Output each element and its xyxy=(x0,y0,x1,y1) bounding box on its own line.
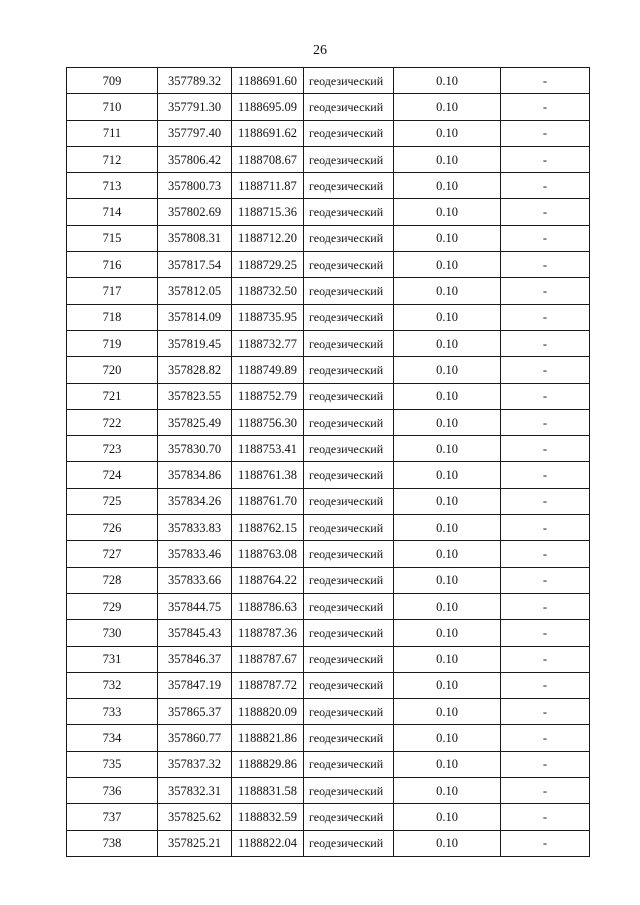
method-cell: геодезический xyxy=(304,68,394,94)
note-cell: - xyxy=(501,304,590,330)
x-coordinate-cell: 357800.73 xyxy=(158,173,232,199)
point-number-cell: 733 xyxy=(67,699,158,725)
method-cell: геодезический xyxy=(304,278,394,304)
x-coordinate-cell: 357828.82 xyxy=(158,357,232,383)
note-cell: - xyxy=(501,699,590,725)
table-body xyxy=(67,68,590,857)
method-cell: геодезический xyxy=(304,672,394,698)
accuracy-cell: 0.10 xyxy=(394,541,501,567)
y-coordinate-cell: 1188787.72 xyxy=(232,672,304,698)
y-coordinate-cell: 1188831.58 xyxy=(232,778,304,804)
note-cell: - xyxy=(501,383,590,409)
x-coordinate-cell: 357834.86 xyxy=(158,462,232,488)
method-cell: геодезический xyxy=(304,409,394,435)
x-coordinate-cell: 357834.26 xyxy=(158,488,232,514)
accuracy-cell: 0.10 xyxy=(394,252,501,278)
point-number-cell: 723 xyxy=(67,436,158,462)
point-number-cell: 717 xyxy=(67,278,158,304)
table-row xyxy=(67,173,590,199)
point-number-cell: 726 xyxy=(67,515,158,541)
x-coordinate-cell: 357830.70 xyxy=(158,436,232,462)
method-cell: геодезический xyxy=(304,304,394,330)
x-coordinate-cell: 357833.46 xyxy=(158,541,232,567)
method-cell: геодезический xyxy=(304,225,394,251)
accuracy-cell: 0.10 xyxy=(394,646,501,672)
method-cell: геодезический xyxy=(304,515,394,541)
note-cell: - xyxy=(501,541,590,567)
note-cell: - xyxy=(501,804,590,830)
method-cell: геодезический xyxy=(304,830,394,856)
y-coordinate-cell: 1188786.63 xyxy=(232,593,304,619)
note-cell: - xyxy=(501,725,590,751)
y-coordinate-cell: 1188764.22 xyxy=(232,567,304,593)
point-number-cell: 737 xyxy=(67,804,158,830)
table-row xyxy=(67,383,590,409)
method-cell: геодезический xyxy=(304,436,394,462)
note-cell: - xyxy=(501,620,590,646)
accuracy-cell: 0.10 xyxy=(394,725,501,751)
method-cell: геодезический xyxy=(304,383,394,409)
accuracy-cell: 0.10 xyxy=(394,330,501,356)
table-row xyxy=(67,462,590,488)
point-number-cell: 729 xyxy=(67,593,158,619)
accuracy-cell: 0.10 xyxy=(394,488,501,514)
point-number-cell: 722 xyxy=(67,409,158,435)
point-number-cell: 734 xyxy=(67,725,158,751)
accuracy-cell: 0.10 xyxy=(394,593,501,619)
y-coordinate-cell: 1188749.89 xyxy=(232,357,304,383)
method-cell: геодезический xyxy=(304,751,394,777)
x-coordinate-cell: 357860.77 xyxy=(158,725,232,751)
point-number-cell: 728 xyxy=(67,567,158,593)
method-cell: геодезический xyxy=(304,462,394,488)
point-number-cell: 732 xyxy=(67,672,158,698)
point-number-cell: 709 xyxy=(67,68,158,94)
coordinates-table xyxy=(66,67,590,857)
y-coordinate-cell: 1188832.59 xyxy=(232,804,304,830)
method-cell: геодезический xyxy=(304,620,394,646)
method-cell: геодезический xyxy=(304,120,394,146)
x-coordinate-cell: 357812.05 xyxy=(158,278,232,304)
table-row xyxy=(67,436,590,462)
point-number-cell: 721 xyxy=(67,383,158,409)
y-coordinate-cell: 1188821.86 xyxy=(232,725,304,751)
table-row xyxy=(67,68,590,94)
point-number-cell: 711 xyxy=(67,120,158,146)
x-coordinate-cell: 357797.40 xyxy=(158,120,232,146)
accuracy-cell: 0.10 xyxy=(394,567,501,593)
table-row xyxy=(67,252,590,278)
method-cell: геодезический xyxy=(304,567,394,593)
table-row xyxy=(67,725,590,751)
table-row xyxy=(67,199,590,225)
note-cell: - xyxy=(501,488,590,514)
accuracy-cell: 0.10 xyxy=(394,672,501,698)
table-row xyxy=(67,751,590,777)
y-coordinate-cell: 1188691.60 xyxy=(232,68,304,94)
y-coordinate-cell: 1188729.25 xyxy=(232,252,304,278)
x-coordinate-cell: 357819.45 xyxy=(158,330,232,356)
x-coordinate-cell: 357825.62 xyxy=(158,804,232,830)
point-number-cell: 719 xyxy=(67,330,158,356)
method-cell: геодезический xyxy=(304,725,394,751)
x-coordinate-cell: 357832.31 xyxy=(158,778,232,804)
note-cell: - xyxy=(501,672,590,698)
point-number-cell: 714 xyxy=(67,199,158,225)
table-row xyxy=(67,120,590,146)
point-number-cell: 724 xyxy=(67,462,158,488)
note-cell: - xyxy=(501,462,590,488)
x-coordinate-cell: 357802.69 xyxy=(158,199,232,225)
point-number-cell: 715 xyxy=(67,225,158,251)
table-row xyxy=(67,672,590,698)
method-cell: геодезический xyxy=(304,541,394,567)
method-cell: геодезический xyxy=(304,804,394,830)
table-row xyxy=(67,330,590,356)
y-coordinate-cell: 1188712.20 xyxy=(232,225,304,251)
accuracy-cell: 0.10 xyxy=(394,383,501,409)
accuracy-cell: 0.10 xyxy=(394,199,501,225)
x-coordinate-cell: 357833.83 xyxy=(158,515,232,541)
method-cell: геодезический xyxy=(304,646,394,672)
y-coordinate-cell: 1188753.41 xyxy=(232,436,304,462)
x-coordinate-cell: 357806.42 xyxy=(158,146,232,172)
accuracy-cell: 0.10 xyxy=(394,804,501,830)
y-coordinate-cell: 1188735.95 xyxy=(232,304,304,330)
point-number-cell: 738 xyxy=(67,830,158,856)
point-number-cell: 736 xyxy=(67,778,158,804)
point-number-cell: 710 xyxy=(67,94,158,120)
note-cell: - xyxy=(501,646,590,672)
note-cell: - xyxy=(501,225,590,251)
y-coordinate-cell: 1188711.87 xyxy=(232,173,304,199)
y-coordinate-cell: 1188787.67 xyxy=(232,646,304,672)
method-cell: геодезический xyxy=(304,593,394,619)
y-coordinate-cell: 1188752.79 xyxy=(232,383,304,409)
method-cell: геодезический xyxy=(304,778,394,804)
note-cell: - xyxy=(501,252,590,278)
table-row xyxy=(67,699,590,725)
y-coordinate-cell: 1188732.50 xyxy=(232,278,304,304)
note-cell: - xyxy=(501,173,590,199)
method-cell: геодезический xyxy=(304,199,394,225)
point-number-cell: 730 xyxy=(67,620,158,646)
note-cell: - xyxy=(501,120,590,146)
table-row xyxy=(67,620,590,646)
table-row xyxy=(67,146,590,172)
accuracy-cell: 0.10 xyxy=(394,146,501,172)
note-cell: - xyxy=(501,146,590,172)
y-coordinate-cell: 1188763.08 xyxy=(232,541,304,567)
table-row xyxy=(67,304,590,330)
accuracy-cell: 0.10 xyxy=(394,120,501,146)
y-coordinate-cell: 1188715.36 xyxy=(232,199,304,225)
accuracy-cell: 0.10 xyxy=(394,304,501,330)
y-coordinate-cell: 1188695.09 xyxy=(232,94,304,120)
accuracy-cell: 0.10 xyxy=(394,94,501,120)
accuracy-cell: 0.10 xyxy=(394,409,501,435)
method-cell: геодезический xyxy=(304,252,394,278)
x-coordinate-cell: 357865.37 xyxy=(158,699,232,725)
table-row xyxy=(67,94,590,120)
note-cell: - xyxy=(501,830,590,856)
point-number-cell: 716 xyxy=(67,252,158,278)
x-coordinate-cell: 357846.37 xyxy=(158,646,232,672)
y-coordinate-cell: 1188761.70 xyxy=(232,488,304,514)
y-coordinate-cell: 1188787.36 xyxy=(232,620,304,646)
point-number-cell: 731 xyxy=(67,646,158,672)
accuracy-cell: 0.10 xyxy=(394,751,501,777)
x-coordinate-cell: 357844.75 xyxy=(158,593,232,619)
x-coordinate-cell: 357817.54 xyxy=(158,252,232,278)
point-number-cell: 720 xyxy=(67,357,158,383)
point-number-cell: 727 xyxy=(67,541,158,567)
accuracy-cell: 0.10 xyxy=(394,173,501,199)
note-cell: - xyxy=(501,515,590,541)
note-cell: - xyxy=(501,357,590,383)
page-number: 26 xyxy=(313,43,327,58)
x-coordinate-cell: 357833.66 xyxy=(158,567,232,593)
note-cell: - xyxy=(501,330,590,356)
note-cell: - xyxy=(501,593,590,619)
accuracy-cell: 0.10 xyxy=(394,68,501,94)
point-number-cell: 735 xyxy=(67,751,158,777)
table-row xyxy=(67,541,590,567)
point-number-cell: 725 xyxy=(67,488,158,514)
point-number-cell: 712 xyxy=(67,146,158,172)
accuracy-cell: 0.10 xyxy=(394,278,501,304)
table-row xyxy=(67,409,590,435)
note-cell: - xyxy=(501,199,590,225)
method-cell: геодезический xyxy=(304,699,394,725)
accuracy-cell: 0.10 xyxy=(394,225,501,251)
table-row xyxy=(67,225,590,251)
x-coordinate-cell: 357845.43 xyxy=(158,620,232,646)
x-coordinate-cell: 357808.31 xyxy=(158,225,232,251)
table-row xyxy=(67,488,590,514)
method-cell: геодезический xyxy=(304,173,394,199)
x-coordinate-cell: 357791.30 xyxy=(158,94,232,120)
x-coordinate-cell: 357789.32 xyxy=(158,68,232,94)
note-cell: - xyxy=(501,778,590,804)
table-row xyxy=(67,278,590,304)
x-coordinate-cell: 357837.32 xyxy=(158,751,232,777)
x-coordinate-cell: 357814.09 xyxy=(158,304,232,330)
method-cell: геодезический xyxy=(304,146,394,172)
y-coordinate-cell: 1188822.04 xyxy=(232,830,304,856)
y-coordinate-cell: 1188820.09 xyxy=(232,699,304,725)
y-coordinate-cell: 1188756.30 xyxy=(232,409,304,435)
x-coordinate-cell: 357847.19 xyxy=(158,672,232,698)
note-cell: - xyxy=(501,278,590,304)
y-coordinate-cell: 1188829.86 xyxy=(232,751,304,777)
note-cell: - xyxy=(501,68,590,94)
table-row xyxy=(67,357,590,383)
x-coordinate-cell: 357825.21 xyxy=(158,830,232,856)
y-coordinate-cell: 1188732.77 xyxy=(232,330,304,356)
note-cell: - xyxy=(501,94,590,120)
method-cell: геодезический xyxy=(304,94,394,120)
table-row xyxy=(67,646,590,672)
method-cell: геодезический xyxy=(304,488,394,514)
note-cell: - xyxy=(501,567,590,593)
method-cell: геодезический xyxy=(304,357,394,383)
method-cell: геодезический xyxy=(304,330,394,356)
x-coordinate-cell: 357825.49 xyxy=(158,409,232,435)
point-number-cell: 718 xyxy=(67,304,158,330)
accuracy-cell: 0.10 xyxy=(394,778,501,804)
accuracy-cell: 0.10 xyxy=(394,699,501,725)
table-row xyxy=(67,804,590,830)
note-cell: - xyxy=(501,409,590,435)
accuracy-cell: 0.10 xyxy=(394,620,501,646)
table-row xyxy=(67,830,590,856)
y-coordinate-cell: 1188761.38 xyxy=(232,462,304,488)
accuracy-cell: 0.10 xyxy=(394,357,501,383)
y-coordinate-cell: 1188691.62 xyxy=(232,120,304,146)
accuracy-cell: 0.10 xyxy=(394,830,501,856)
accuracy-cell: 0.10 xyxy=(394,515,501,541)
accuracy-cell: 0.10 xyxy=(394,436,501,462)
y-coordinate-cell: 1188708.67 xyxy=(232,146,304,172)
note-cell: - xyxy=(501,751,590,777)
note-cell: - xyxy=(501,436,590,462)
x-coordinate-cell: 357823.55 xyxy=(158,383,232,409)
table-row xyxy=(67,593,590,619)
table-row xyxy=(67,778,590,804)
y-coordinate-cell: 1188762.15 xyxy=(232,515,304,541)
table-row xyxy=(67,515,590,541)
accuracy-cell: 0.10 xyxy=(394,462,501,488)
table-row xyxy=(67,567,590,593)
point-number-cell: 713 xyxy=(67,173,158,199)
